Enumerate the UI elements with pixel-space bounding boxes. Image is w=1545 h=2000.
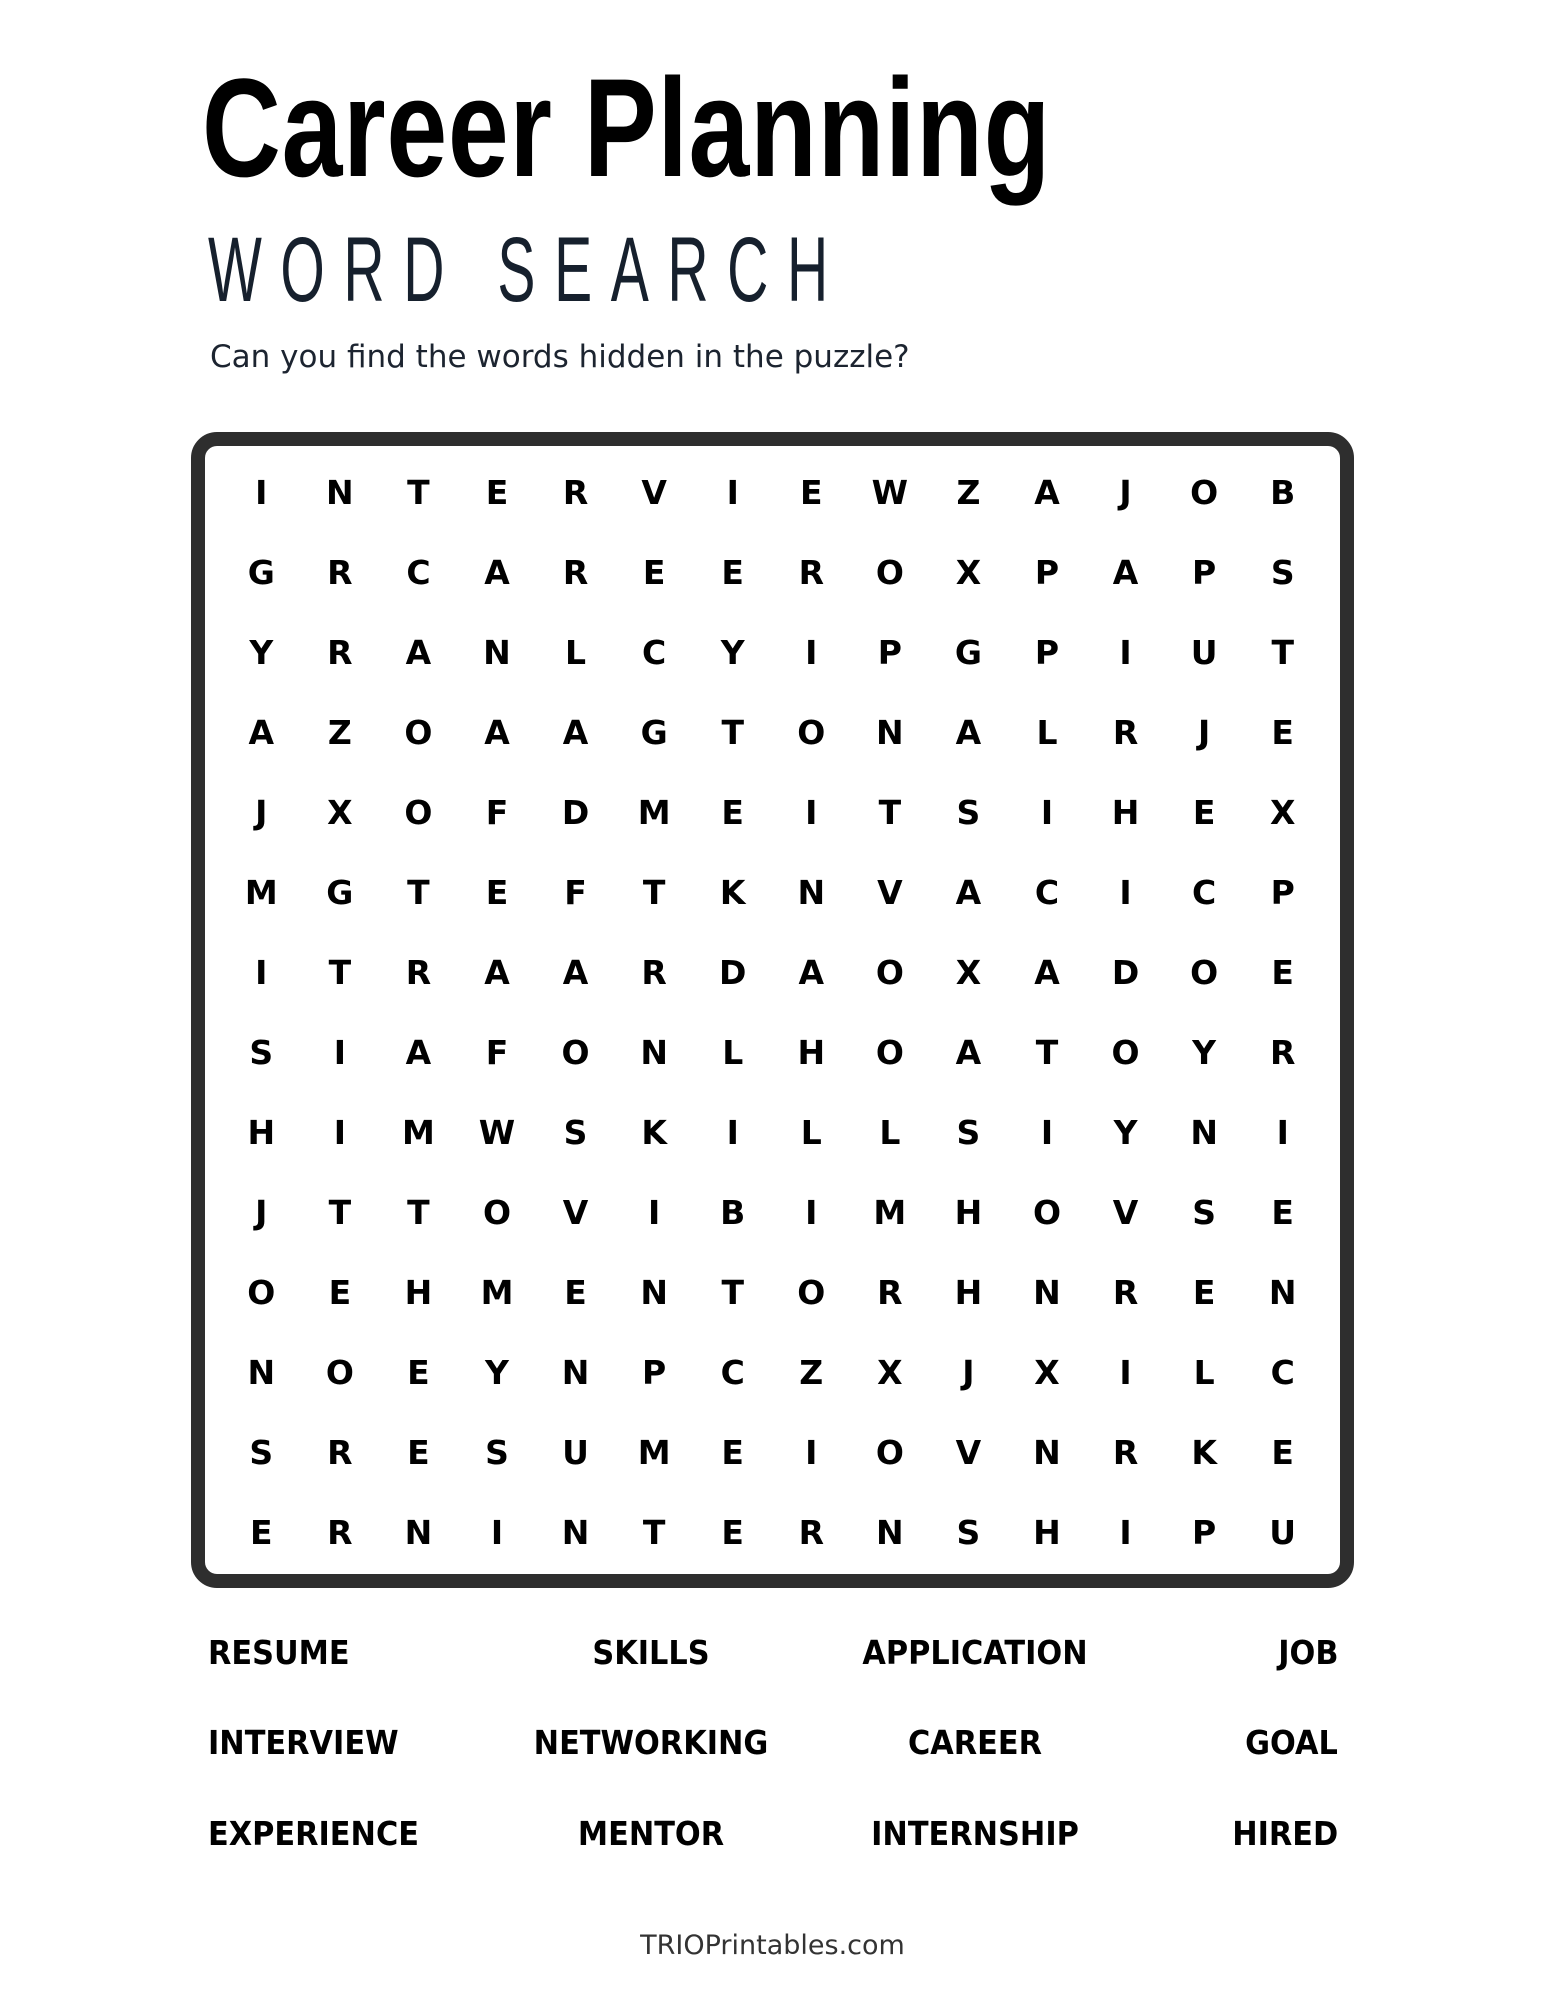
grid-letter: T [1271, 632, 1294, 672]
grid-letter: Z [799, 1352, 824, 1392]
grid-letter: T [642, 1512, 666, 1552]
grid-letter: I [1119, 1512, 1132, 1552]
grid-letter: G [326, 872, 354, 912]
grid-letter: T [721, 1272, 744, 1312]
grid-letter: N [561, 1512, 590, 1552]
grid-letter: P [642, 1352, 667, 1392]
grid-letter: L [800, 1112, 822, 1152]
grid-letter: C [720, 1352, 745, 1392]
grid-letter: X [327, 792, 353, 832]
grid-letter: O [1032, 1192, 1062, 1232]
word-list [208, 1633, 1338, 1916]
grid-letter: N [640, 1032, 668, 1072]
grid-letter: I [1119, 1352, 1132, 1392]
grid-letter: S [1270, 552, 1295, 592]
grid-letter: O [797, 1272, 826, 1312]
grid-letter: O [482, 1192, 512, 1232]
grid-letter: N [1033, 1272, 1061, 1312]
grid-letter: X [955, 952, 982, 992]
grid-letter: A [405, 1032, 432, 1072]
grid-letter: I [255, 952, 268, 992]
grid-letter: E [721, 792, 744, 832]
grid-letter: P [1270, 872, 1295, 912]
grid-letter: X [877, 1352, 903, 1392]
grid-letter: O [325, 1352, 354, 1392]
grid-letter: D [719, 952, 747, 992]
grid-letter: U [1190, 632, 1218, 672]
grid-letter: O [561, 1032, 590, 1072]
grid-letter: S [249, 1032, 274, 1072]
grid-letter: I [805, 1432, 818, 1472]
grid-letter: N [1268, 1272, 1297, 1312]
grid-letter: Y [485, 1352, 509, 1392]
grid-letter: C [642, 632, 667, 672]
grid-letter: R [327, 1512, 353, 1552]
page-subtitle: WORD SEARCH [208, 219, 847, 321]
grid-letter: G [247, 552, 275, 592]
grid-letter: M [873, 1192, 907, 1232]
grid-letter: V [641, 472, 667, 512]
grid-letter: B [720, 1192, 746, 1232]
grid-letter: E [1271, 1192, 1294, 1232]
grid-letter: R [798, 1512, 824, 1552]
word-list-item: GOAL [1245, 1723, 1338, 1762]
grid-letter: Y [720, 632, 745, 672]
grid-letter: J [255, 1192, 268, 1232]
grid-letter: C [1192, 872, 1217, 912]
grid-letter: P [1192, 1512, 1217, 1552]
grid-letter: R [327, 1432, 353, 1472]
grid-letter: R [798, 552, 824, 592]
grid-letter: H [954, 1272, 983, 1312]
grid-letter: O [875, 552, 904, 592]
grid-letter: M [637, 1432, 671, 1472]
grid-letter: A [1034, 952, 1060, 992]
grid-letter: A [562, 712, 589, 752]
grid-letter: E [250, 1512, 273, 1552]
grid-letter: U [562, 1432, 589, 1472]
grid-letter: E [328, 1272, 352, 1312]
word-list-item: RESUME [208, 1633, 350, 1672]
word-list-item: SKILLS [592, 1633, 710, 1672]
grid-letter: R [1112, 712, 1139, 752]
grid-letter: A [955, 1032, 982, 1072]
grid-letter: I [647, 1192, 661, 1232]
word-list-item: HIRED [1231, 1814, 1338, 1853]
grid-letter: A [798, 952, 825, 992]
grid-letter: I [490, 1512, 504, 1552]
grid-letter: E [1271, 712, 1294, 752]
grid-letter: S [485, 1432, 509, 1472]
grid-letter: E [1271, 1432, 1294, 1472]
grid-letter: N [1190, 1112, 1218, 1152]
grid-letter: N [876, 712, 904, 752]
grid-letter: Z [327, 712, 352, 752]
grid-letter: E [721, 1432, 744, 1472]
grid-letter: M [402, 1112, 435, 1152]
grid-letter: T [407, 472, 430, 512]
grid-letter: N [876, 1512, 904, 1552]
grid-letter: L [1036, 712, 1058, 752]
grid-letter: H [1111, 792, 1140, 832]
grid-letter: O [875, 952, 904, 992]
grid-letter: N [404, 1512, 433, 1552]
grid-letter: H [1033, 1512, 1061, 1552]
grid-letter: I [805, 632, 818, 672]
grid-letter: G [954, 632, 982, 672]
grid-letter: Y [1113, 1112, 1138, 1152]
grid-letter: O [1190, 952, 1219, 992]
grid-letter: A [955, 872, 982, 912]
grid-letter: U [1269, 1512, 1297, 1552]
grid-letter: E [800, 472, 823, 512]
grid-letter: T [328, 952, 352, 992]
grid-letter: O [404, 712, 433, 752]
grid-letter: O [1111, 1032, 1140, 1072]
grid-letter: T [642, 872, 666, 912]
grid-letter: I [726, 472, 739, 512]
grid-letter: C [1270, 1352, 1295, 1392]
grid-letter: I [1040, 1112, 1054, 1152]
grid-letter: R [562, 552, 589, 592]
grid-letter: I [805, 1192, 818, 1232]
grid-letter: J [1197, 712, 1211, 752]
grid-letter: H [797, 1032, 826, 1072]
grid-letter: L [879, 1112, 901, 1152]
grid-letter: E [407, 1352, 430, 1392]
grid-letter: R [877, 1272, 903, 1312]
grid-letter: H [404, 1272, 433, 1312]
grid-letter: P [1034, 552, 1060, 592]
letter-grid [222, 452, 1322, 1572]
grid-letter: E [485, 472, 509, 512]
grid-letter: K [719, 872, 746, 912]
grid-letter: I [1276, 1112, 1289, 1152]
grid-letter: T [1035, 1032, 1059, 1072]
grid-letter: Z [956, 472, 981, 512]
grid-letter: I [333, 1112, 346, 1152]
grid-letter: O [797, 712, 826, 752]
grid-letter: L [1193, 1352, 1215, 1392]
grid-letter: I [333, 1032, 346, 1072]
grid-letter: E [1271, 952, 1294, 992]
word-list-item: JOB [1277, 1633, 1338, 1672]
word-list-item: APPLICATION [862, 1633, 1088, 1672]
grid-letter: V [955, 1432, 982, 1472]
grid-letter: S [249, 1432, 274, 1472]
grid-letter: N [247, 1352, 276, 1392]
word-list-item: EXPERIENCE [208, 1814, 419, 1853]
grid-letter: N [1033, 1432, 1061, 1472]
grid-letter: V [1112, 1192, 1139, 1232]
grid-letter: R [405, 952, 432, 992]
grid-letter: I [726, 1112, 739, 1152]
grid-letter: D [561, 792, 590, 832]
grid-letter: E [1192, 1272, 1216, 1312]
grid-letter: F [485, 1032, 509, 1072]
grid-letter: S [956, 1112, 981, 1152]
grid-letter: R [562, 472, 589, 512]
grid-letter: N [797, 872, 826, 912]
grid-letter: P [1192, 552, 1217, 592]
grid-letter: T [407, 872, 430, 912]
grid-letter: S [1192, 1192, 1217, 1232]
word-list-item: NETWORKING [533, 1723, 769, 1762]
grid-letter: N [483, 632, 511, 672]
grid-letter: O [1190, 472, 1219, 512]
grid-letter: T [328, 1192, 352, 1232]
grid-letter: A [1034, 472, 1060, 512]
grid-letter: A [248, 712, 275, 752]
grid-letter: E [564, 1272, 587, 1312]
grid-letter: N [561, 1352, 590, 1392]
grid-letter: R [327, 632, 353, 672]
grid-letter: V [877, 872, 903, 912]
grid-letter: P [1034, 632, 1060, 672]
grid-letter: K [641, 1112, 667, 1152]
word-list-item: CAREER [907, 1723, 1043, 1762]
grid-letter: C [1034, 872, 1060, 912]
grid-letter: L [565, 632, 587, 672]
grid-letter: O [875, 1432, 904, 1472]
grid-letter: A [955, 712, 982, 752]
grid-letter: S [956, 1512, 981, 1552]
grid-letter: D [1111, 952, 1140, 992]
word-list-item: INTERNSHIP [871, 1814, 1079, 1853]
grid-letter: A [484, 712, 510, 752]
grid-letter: X [1034, 1352, 1060, 1392]
page-title: Career Planning [202, 49, 1052, 206]
grid-letter: K [1191, 1432, 1217, 1472]
grid-letter: A [484, 952, 510, 992]
grid-letter: P [877, 632, 902, 672]
grid-letter: R [1269, 1032, 1296, 1072]
grid-letter: T [721, 712, 744, 752]
grid-letter: O [404, 792, 433, 832]
grid-letter: E [721, 552, 744, 592]
grid-letter: I [255, 472, 268, 512]
grid-letter: X [955, 552, 982, 592]
grid-letter: Y [1192, 1032, 1217, 1072]
grid-letter: E [407, 1432, 430, 1472]
grid-letter: V [562, 1192, 589, 1232]
word-list-item: INTERVIEW [208, 1723, 399, 1762]
grid-letter: Y [249, 632, 274, 672]
grid-letter: F [564, 872, 587, 912]
footer-site: TRIOPrintables.com [640, 1930, 905, 1961]
grid-letter: W [871, 472, 909, 512]
grid-letter: X [1269, 792, 1296, 832]
grid-letter: N [326, 472, 354, 512]
grid-letter: T [878, 792, 902, 832]
grid-letter: C [406, 552, 431, 592]
grid-letter: I [1119, 872, 1132, 912]
grid-letter: S [563, 1112, 588, 1152]
grid-letter: A [484, 552, 510, 592]
grid-letter: E [642, 552, 666, 592]
grid-letter: J [1119, 472, 1132, 512]
grid-letter: R [1112, 1432, 1139, 1472]
grid-letter: B [1270, 472, 1296, 512]
grid-letter: L [722, 1032, 744, 1072]
grid-letter: O [875, 1032, 904, 1072]
grid-letter: A [1112, 552, 1139, 592]
grid-letter: I [1040, 792, 1054, 832]
grid-letter: I [805, 792, 818, 832]
grid-letter: M [244, 872, 278, 912]
grid-letter: F [485, 792, 509, 832]
grid-letter: N [640, 1272, 668, 1312]
grid-letter: W [478, 1112, 516, 1152]
grid-letter: R [1112, 1272, 1139, 1312]
word-list-item: MENTOR [577, 1814, 725, 1853]
grid-letter: J [255, 792, 268, 832]
grid-letter: E [485, 872, 509, 912]
grid-letter: T [407, 1192, 430, 1232]
grid-letter: H [954, 1192, 983, 1232]
grid-letter: I [1119, 632, 1132, 672]
grid-letter: M [637, 792, 671, 832]
grid-letter: H [247, 1112, 276, 1152]
grid-letter: O [247, 1272, 276, 1312]
instructions-text: Can you find the words hidden in the puzzle? [210, 339, 910, 375]
grid-letter: S [956, 792, 981, 832]
grid-letter: J [962, 1352, 975, 1392]
grid-letter: E [1192, 792, 1216, 832]
grid-letter: E [721, 1512, 744, 1552]
grid-letter: G [640, 712, 668, 752]
grid-letter: M [480, 1272, 514, 1312]
grid-letter: R [327, 552, 353, 592]
grid-letter: A [405, 632, 432, 672]
grid-letter: A [562, 952, 589, 992]
grid-letter: R [641, 952, 667, 992]
